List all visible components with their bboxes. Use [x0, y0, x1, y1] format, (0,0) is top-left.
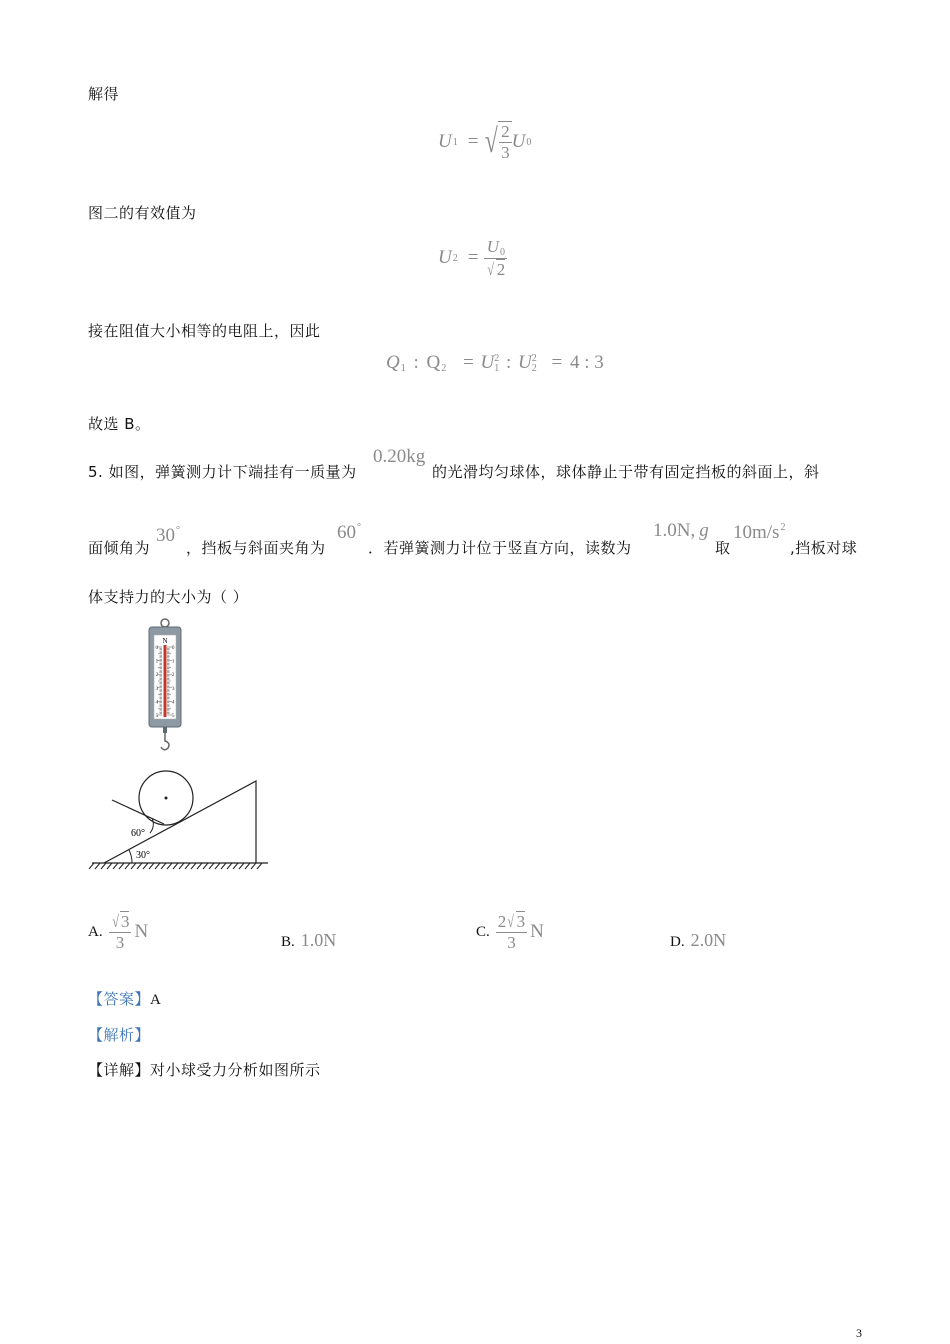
- ground-hatch: [203, 863, 208, 869]
- option-d[interactable]: D. 2.0N: [670, 930, 727, 950]
- ground-hatch: [125, 863, 130, 869]
- ground-hatch: [155, 863, 160, 869]
- ground-hatch: [95, 863, 100, 869]
- ground-hatch: [179, 863, 184, 869]
- ground-hatch: [143, 863, 148, 869]
- equation-ratio: $Q_1$ : $Q_2 = U$ 2 1 : U 2 2 = 4 : 3: [386, 352, 604, 374]
- text-choose: 故选 B。: [88, 415, 151, 433]
- q5-line1-b: 的光滑均匀球体，球体静止于带有固定挡板的斜面上，斜: [432, 463, 820, 481]
- option-c[interactable]: C. $\frac{2√ 3}{3}$ N: [476, 912, 544, 952]
- q5-angle-incline: 30°: [156, 525, 180, 546]
- ground-hatch: [173, 863, 178, 869]
- q5-g-value: $10m/s^2$: [733, 522, 786, 543]
- text-connect: 接在阻值大小相等的电阻上，因此: [88, 322, 321, 340]
- ground-hatch: [221, 863, 226, 869]
- ground-hatch: [239, 863, 244, 869]
- scale-indicator: [164, 645, 167, 717]
- q5-line2-d: ,挡板对球: [790, 539, 858, 557]
- top-ring-icon: [161, 619, 169, 627]
- ground-hatch: [209, 863, 214, 869]
- page-number: 3: [856, 1326, 862, 1340]
- ground-hatch: [167, 863, 172, 869]
- scale-tick-label: 1: [171, 658, 175, 665]
- q5-line2-c: ．若弹簧测力计位于竖直方向，读数为: [368, 539, 632, 557]
- q5-angle-barrier: 60°: [337, 522, 361, 543]
- option-b[interactable]: B. 1.0N: [281, 930, 337, 950]
- scale-tick-label: 2: [171, 672, 175, 679]
- scale-tick-label: 5: [171, 713, 175, 719]
- answer-line: 【答案】A: [88, 990, 162, 1008]
- hook-icon: [161, 733, 169, 750]
- scale-tick-label: 0: [155, 645, 159, 651]
- ground-hatch: [233, 863, 238, 869]
- ground-hatch: [257, 863, 262, 869]
- equation-u2: U 2 = $\frac{U_0}{√ 2}$: [438, 236, 506, 279]
- scale-tick-label: 2: [155, 672, 159, 679]
- text-fig2: 图二的有效值为: [88, 204, 197, 222]
- scale-unit: N: [162, 637, 168, 645]
- ground-hatch: [131, 863, 136, 869]
- q5-line2-a: 面倾角为: [88, 539, 151, 557]
- analysis-tag: 【解析】: [88, 1026, 151, 1044]
- ground-hatch: [149, 863, 154, 869]
- ground-hatch: [137, 863, 142, 869]
- ground-hatch: [191, 863, 196, 869]
- scale-tick-label: 0: [171, 645, 175, 651]
- ground-hatch: [107, 863, 112, 869]
- arc-incline: [129, 850, 132, 863]
- q5-take: 取: [715, 539, 731, 557]
- ground-hatch: [113, 863, 118, 869]
- scale-tick-label: 1: [155, 658, 159, 665]
- q5-mass: 0.20kg: [373, 446, 426, 467]
- scale-tick-label: 4: [171, 699, 175, 706]
- ground-hatch: [215, 863, 220, 869]
- scale-tick-label: 4: [155, 699, 159, 706]
- q5-reading: 1.0N, g: [653, 520, 709, 541]
- scale-tick-label: 5: [155, 713, 159, 719]
- text-jiede: 解得: [88, 85, 120, 103]
- label-angle-barrier: 60°: [131, 828, 145, 839]
- detail-line: 【详解】对小球受力分析如图所示: [88, 1061, 321, 1079]
- scale-tick-label: 3: [155, 685, 159, 692]
- q5-line1-a: 5. 如图，弹簧测力计下端挂有一质量为: [88, 463, 357, 481]
- q5-line3: 体支持力的大小为（ ）: [88, 588, 249, 606]
- q5-line2-b: ，挡板与斜面夹角为: [186, 539, 326, 557]
- option-a[interactable]: A. $\frac{√ 3}{3}$ N: [88, 912, 149, 952]
- ground-hatch: [251, 863, 256, 869]
- ground-hatch: [101, 863, 106, 869]
- ground-hatch: [89, 863, 94, 869]
- ground-hatch: [119, 863, 124, 869]
- ball-center: [165, 797, 168, 800]
- ground-hatch: [197, 863, 202, 869]
- ground-hatch: [161, 863, 166, 869]
- ground-hatch: [245, 863, 250, 869]
- figure-spring-scale-incline: [88, 615, 278, 875]
- ground-hatch: [185, 863, 190, 869]
- equation-u1: U 1 = √ $\frac{2}{3}$ U 0: [438, 122, 532, 162]
- scale-tick-label: 3: [171, 685, 175, 692]
- label-angle-incline: 30°: [136, 850, 150, 861]
- ground-hatch: [227, 863, 232, 869]
